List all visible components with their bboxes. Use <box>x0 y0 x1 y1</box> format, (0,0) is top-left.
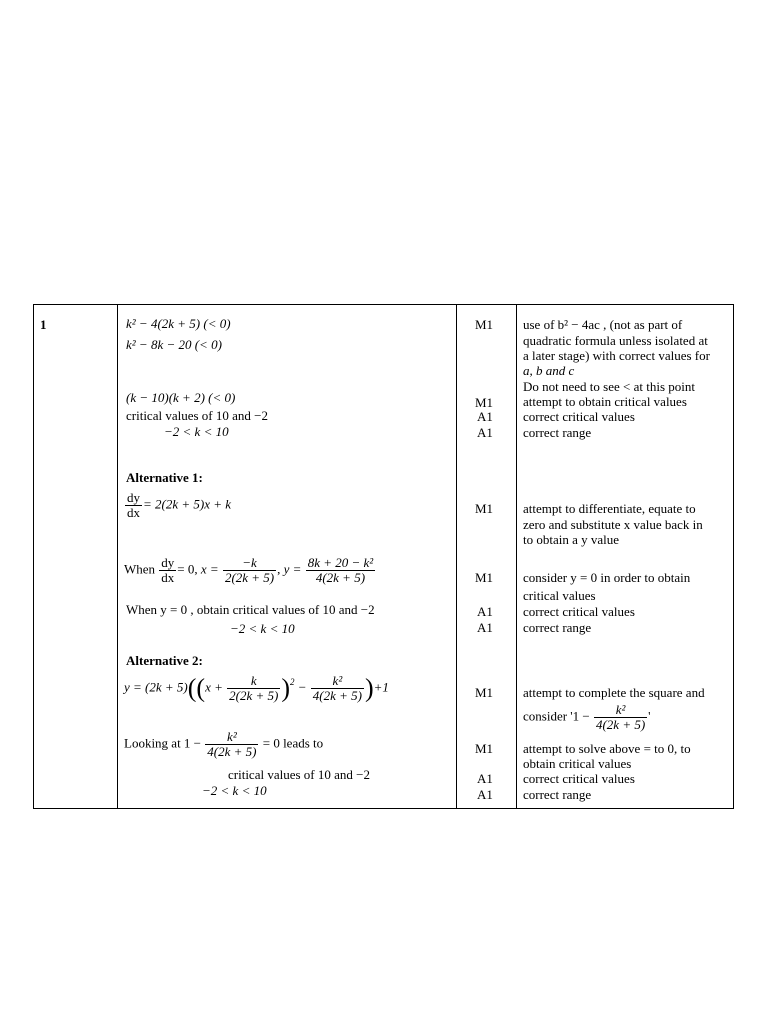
mark: M1 <box>475 501 494 516</box>
main-line-2: k² − 8k − 20 (< 0) <box>126 337 222 352</box>
mark: A1 <box>477 620 493 635</box>
main-line-1: k² − 4(2k + 5) (< 0) <box>126 316 231 331</box>
guidance-line: correct critical values <box>523 771 635 786</box>
alt2-range: −2 < k < 10 <box>202 783 267 798</box>
alt2-heading: Alternative 2: <box>126 653 203 668</box>
alt1-when-y0: When y = 0 , obtain critical values of 10 and −2 <box>126 602 375 617</box>
main-line-5: −2 < k < 10 <box>164 424 229 439</box>
guidance-line: Do not need to see < at this point <box>523 379 695 394</box>
guidance-line: to obtain a y value <box>523 532 620 547</box>
guidance-consider: consider '1 − $\frac{\text{k²}}{4(2k + 5)}$ ' <box>523 702 651 732</box>
column-divider <box>516 305 517 808</box>
mark: A1 <box>477 409 493 424</box>
main-line-4: critical values of 10 and −2 <box>126 408 268 423</box>
mark: M1 <box>475 685 494 700</box>
guidance-line: correct range <box>523 620 592 635</box>
guidance-line: attempt to obtain critical values <box>523 394 687 409</box>
guidance-line: critical values <box>523 588 596 603</box>
mark: A1 <box>477 425 493 440</box>
main-line-3: (k − 10)(k + 2) (< 0) <box>126 390 236 405</box>
guidance-line: correct range <box>523 425 592 440</box>
alt2-looking: Looking at 1 − $\frac{\text{k²}}{4(2k + 5)}$ = 0 leads to <box>124 729 324 759</box>
guidance-line: a, b and c <box>523 363 575 378</box>
column-divider <box>117 305 118 808</box>
alt1-derivative: $\frac{dy}{dx}$ = 2(2k + 5)x + k <box>127 490 232 520</box>
mark: M1 <box>475 395 494 410</box>
guidance-line: correct critical values <box>523 409 635 424</box>
guidance-line: zero and substitute x value back in <box>523 517 703 532</box>
guidance-line: consider y = 0 in order to obtain <box>523 570 691 585</box>
mark: A1 <box>477 771 493 786</box>
guidance-line: obtain critical values <box>523 756 632 771</box>
mark: A1 <box>477 787 493 802</box>
guidance-line: attempt to complete the square and <box>523 685 705 700</box>
alt1-when-line: When $\frac{dy}{dx}$ = 0, x = $\frac{-k}{2(2k + 5)}$ , y = $\frac{\text{8k + 20 − k²}}{4(2k + 5)}$ <box>124 555 374 585</box>
mark: A1 <box>477 604 493 619</box>
mark: M1 <box>475 741 494 756</box>
mark: M1 <box>475 317 494 332</box>
question-number: 1 <box>40 317 47 332</box>
column-divider <box>456 305 457 808</box>
guidance-line: attempt to solve above = to 0, to <box>523 741 691 756</box>
guidance-line: quadratic formula unless isolated at <box>523 333 708 348</box>
alt2-critical: critical values of 10 and −2 <box>228 767 370 782</box>
guidance-line: correct critical values <box>523 604 635 619</box>
mark-scheme-table <box>33 304 734 809</box>
guidance-line: attempt to differentiate, equate to <box>523 501 696 516</box>
alt1-heading: Alternative 1: <box>126 470 203 485</box>
guidance-line: correct range <box>523 787 592 802</box>
mark: M1 <box>475 570 494 585</box>
guidance-line: a later stage) with correct values for <box>523 348 710 363</box>
guidance-line: use of b² − 4ac , (not as part of <box>523 317 683 332</box>
alt2-complete-square: y = (2k + 5)((x + $\frac{k}{2(2k + 5)}$ )$^2$ − $\frac{\text{k²}}{4(2k + 5)}$ )+1 <box>124 673 389 703</box>
alt1-range: −2 < k < 10 <box>230 621 295 636</box>
